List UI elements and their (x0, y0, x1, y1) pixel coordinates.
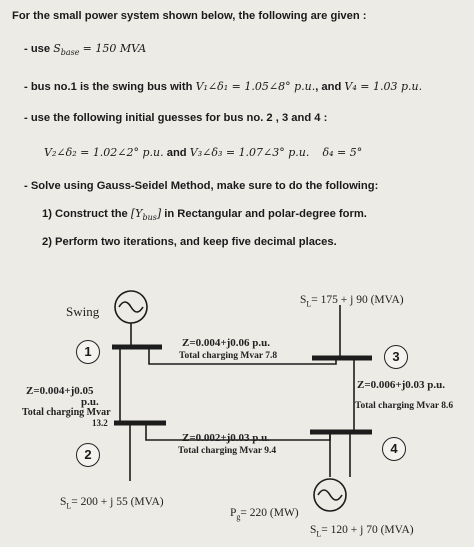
guess-values-line (44, 146, 362, 159)
v1-expression: V₁∠δ₁ = 1.05∠8° p.u. (195, 80, 316, 93)
line-1-3-impedance: Z=0.004+j0.06 p.u. (182, 337, 271, 349)
generator-1-wave (119, 302, 143, 312)
task-1: 1) Construct the $[Y_{bus}]$ in Rectangular and polar-degree form. (42, 207, 367, 223)
line-2-4-impedance: Z=0.002+j0.03 p.u. (182, 432, 271, 444)
load-4-label: $S_L= 120 + j$ 70 (MVA) (310, 524, 414, 539)
gen-4-power-label: $P_g= 220$ (MW) (230, 507, 299, 522)
line-1-3-charging: Total charging Mvar 7.8 (179, 351, 278, 361)
intro-text: For the small power system shown below, the following are given : (12, 10, 367, 22)
swing-text: - bus no.1 is the swing bus with (24, 81, 193, 93)
line-3-4-charging: Total charging Mvar 8.6 (355, 401, 454, 411)
line-2-4-charging: Total charging Mvar 9.4 (178, 446, 277, 456)
bus-3-number: 3 (384, 345, 408, 369)
line-1-2-charging-value: 13.2 (92, 418, 108, 428)
sbase-line (24, 42, 146, 57)
load-2-label: $S_L= 200 + j$ 55 (MVA) (60, 496, 164, 511)
bus-4-number: 4 (382, 437, 406, 461)
delta4-expression: δ₄ = 5° (322, 146, 363, 159)
line-1-2-pu: p.u. (81, 396, 99, 408)
guess-line: - use the following initial guesses for bus no. 2 , 3 and 4 : (24, 112, 328, 124)
sbase-value: = 150 MVA (82, 42, 147, 55)
v2-expression: V₂∠δ₂ = 1.02∠2° p.u. (44, 146, 164, 159)
sbase-symbol: $S_{base}$ (53, 42, 80, 58)
one-line-diagram (0, 285, 474, 547)
swing-bus-line (24, 80, 422, 93)
line-1-2-charging: Total charging Mvar (22, 407, 111, 418)
load-3-label: $S_L= 175 + j$ 90 (MVA) (300, 294, 404, 309)
and2-text: and (166, 147, 187, 159)
swing-label: Swing (66, 304, 100, 319)
ybus-symbol: $[Y_{bus}]$ (130, 207, 162, 223)
sbase-prefix: - use (24, 43, 51, 55)
line-1-2-impedance: Z=0.004+j0.05 (26, 385, 94, 397)
v3-expression: V₃∠δ₃ = 1.07∠3° p.u. (189, 146, 310, 159)
method-line: - Solve using Gauss-Seidel Method, make sure to do the following: (24, 180, 379, 192)
task-2: 2) Perform two iterations, and keep five decimal places. (42, 236, 337, 248)
line-3-4-impedance: Z=0.006+j0.03 p.u. (357, 379, 446, 391)
generator-4-wave (318, 490, 342, 500)
and-text: , and (315, 81, 342, 93)
bus-1-number: 1 (76, 340, 100, 364)
bus-2-number: 2 (76, 443, 100, 467)
v4-expression: V₄ = 1.03 p.u. (344, 80, 423, 93)
